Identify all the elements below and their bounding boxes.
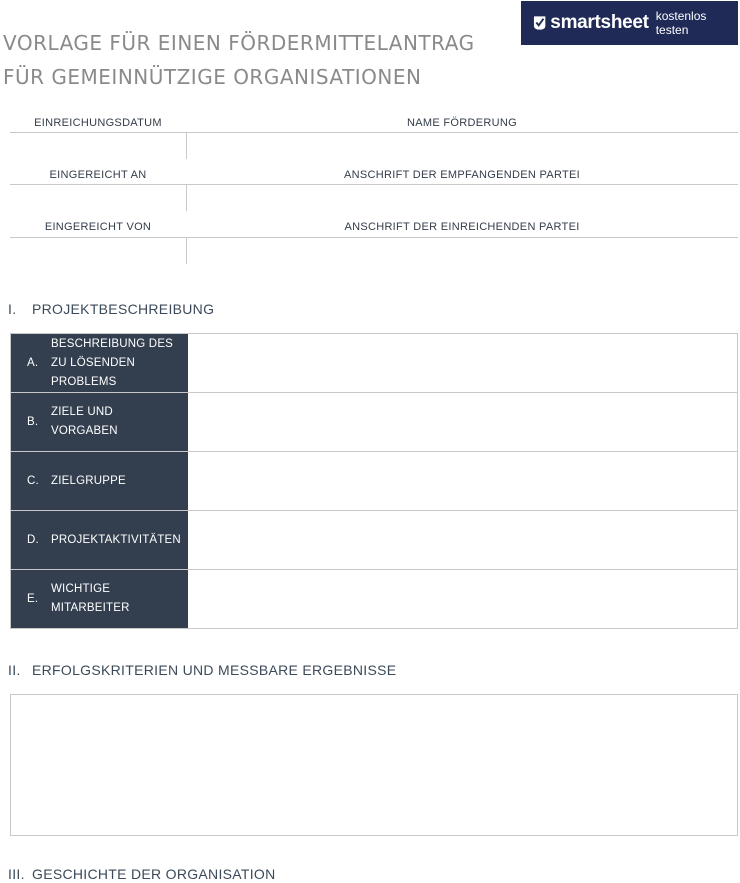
row-label [11, 393, 188, 451]
field-label-submitted-by: EINGEREICHT VON [44, 221, 152, 233]
field-divider [10, 184, 738, 185]
section-heading-success-criteria [8, 662, 396, 678]
logo-cta: kostenlos testen [655, 9, 707, 37]
table-row [11, 510, 737, 569]
target-group-input[interactable] [188, 452, 737, 510]
table-row [11, 392, 737, 451]
row-label [11, 511, 188, 569]
row-label-text: WICHTIGE MITARBEITER [51, 583, 130, 614]
section-heading-organization-history [8, 866, 276, 882]
row-letter: B. [27, 415, 39, 428]
smartsheet-logo-button[interactable] [521, 1, 738, 45]
field-column-divider [186, 185, 187, 211]
row-letter: C. [27, 474, 39, 487]
row-letter: D. [27, 533, 39, 546]
row-label-text: BESCHREIBUNG DES ZU LÖSENDEN PROBLEMS [51, 337, 174, 388]
table-row [11, 451, 737, 510]
problem-description-input[interactable] [188, 334, 737, 392]
table-row [11, 334, 737, 392]
goals-input[interactable] [188, 393, 737, 451]
section-heading-project-description [8, 301, 214, 317]
section-number: III. [8, 866, 25, 882]
title-line-1: VORLAGE FÜR EINEN FÖRDERMITTELANTRAG [3, 31, 475, 55]
field-divider [10, 237, 738, 238]
field-column-divider [186, 133, 187, 159]
section-title-text: PROJEKTBESCHREIBUNG [32, 301, 215, 317]
field-divider [10, 132, 738, 133]
row-letter: E. [27, 592, 39, 605]
field-label-submitter-address: ANSCHRIFT DER EINREICHENDEN PARTEI [344, 221, 580, 233]
section-number: I. [8, 301, 17, 317]
project-description-table [10, 333, 738, 629]
document-title [3, 26, 475, 94]
row-letter: A. [27, 356, 39, 369]
field-label-recipient-address: ANSCHRIFT DER EMPFANGENDEN PARTEI [343, 169, 581, 181]
key-staff-input[interactable] [188, 570, 737, 628]
section-title-text: ERFOLGSKRITERIEN UND MESSBARE ERGEBNISSE [32, 662, 397, 678]
success-criteria-input[interactable] [10, 694, 738, 836]
smartsheet-check-icon [533, 15, 546, 31]
title-line-2: FÜR GEMEINNÜTZIGE ORGANISATIONEN [3, 65, 422, 89]
field-label-grant-name: NAME FÖRDERUNG [407, 117, 517, 129]
row-label [11, 570, 188, 628]
logo-brand: smartsheet [550, 12, 649, 33]
field-column-divider [186, 238, 187, 264]
row-label [11, 334, 188, 392]
row-label-text: ZIELE UND VORGABEN [51, 406, 118, 437]
table-row [11, 569, 737, 628]
row-label [11, 452, 188, 510]
row-label-text: ZIELGRUPPE [51, 474, 126, 487]
field-label-submission-date: EINREICHUNGSDATUM [34, 117, 162, 129]
project-activities-input[interactable] [188, 511, 737, 569]
row-label-text: PROJEKTAKTIVITÄTEN [51, 533, 181, 546]
section-title-text: GESCHICHTE DER ORGANISATION [32, 866, 276, 882]
field-label-submitted-to: EINGEREICHT AN [49, 169, 147, 181]
section-number: II. [8, 662, 21, 678]
